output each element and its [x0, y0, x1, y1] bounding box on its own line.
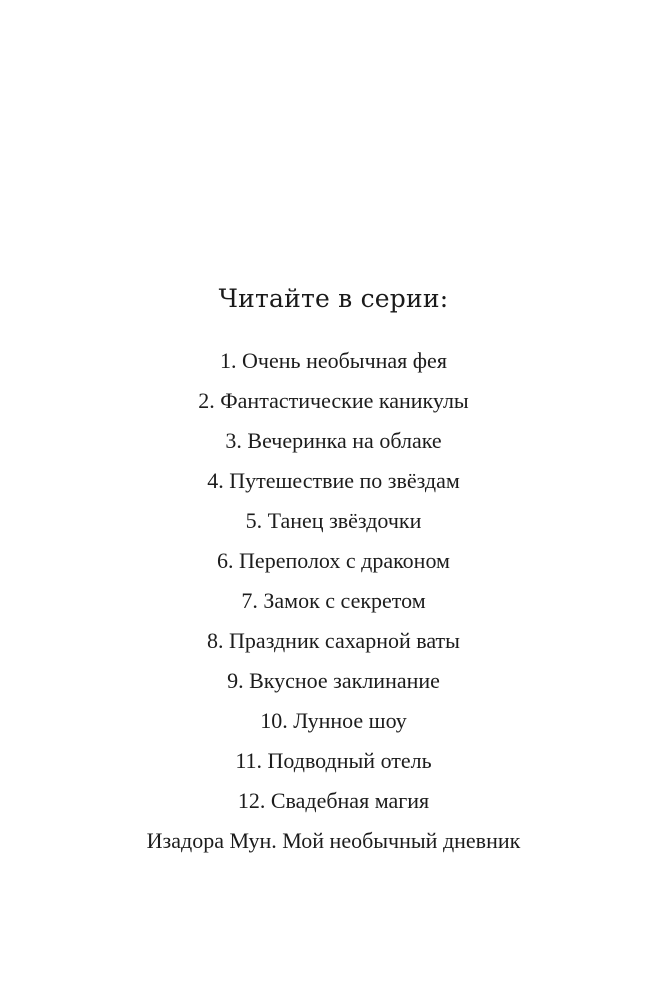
book-title-item: 1. Очень необычная фея: [220, 348, 447, 373]
book-title-item: 2. Фантастические каникулы: [198, 388, 469, 413]
book-title-item: 7. Замок с секретом: [241, 588, 426, 613]
book-title-item: 9. Вкусное заклинание: [227, 668, 440, 693]
series-book-list: [0, 345, 667, 865]
book-title-item: 3. Вечеринка на облаке: [225, 428, 442, 453]
series-heading: Читайте в серии:: [218, 284, 449, 313]
book-title-item: 6. Переполох с драконом: [217, 548, 450, 573]
book-title-item: 12. Свадебная магия: [237, 788, 430, 813]
book-title-item: Изадора Мун. Мой необычный дневник: [146, 828, 521, 853]
book-title-item: 5. Танец звёздочки: [245, 508, 422, 533]
book-title-item: 4. Путешествие по звёздам: [207, 468, 460, 493]
book-title-item: 8. Праздник сахарной ваты: [207, 628, 460, 653]
book-title-item: 10. Лунное шоу: [260, 708, 407, 733]
book-title-item: 11. Подводный отель: [235, 748, 432, 773]
